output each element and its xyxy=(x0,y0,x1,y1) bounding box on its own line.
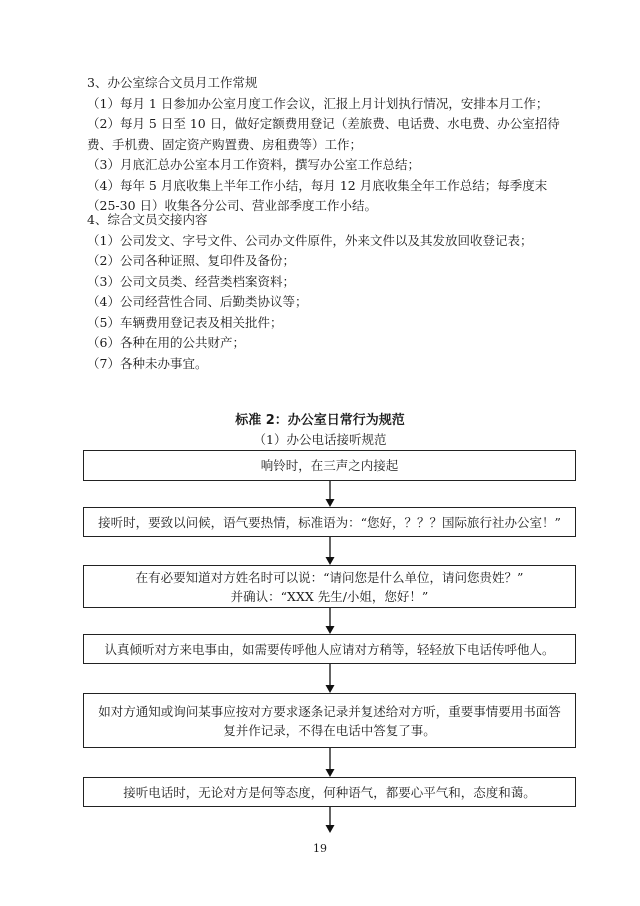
down-arrow-icon xyxy=(322,608,338,634)
down-arrow-icon xyxy=(322,748,338,777)
flow-step-box xyxy=(83,693,576,748)
page-number: 19 xyxy=(313,842,327,855)
flow-step-box xyxy=(83,507,576,537)
flow-step-text: 如对方通知或询问某事应按对方要求逐条记录并复述给对方听，重要事情要用书面答 xyxy=(98,703,561,719)
section-3-line: （3）月底汇总办公室本月工作资料，撰写办公室工作总结； xyxy=(87,157,420,172)
section-3-line: （2）每月 5 日至 10 日，做好定额费用登记（差旅费、电话费、水电费、办公室招待 xyxy=(87,116,560,131)
section-4-line: （7）各种未办事宜。 xyxy=(87,355,208,371)
down-arrow-icon xyxy=(322,537,338,565)
flow-step-box xyxy=(83,565,576,608)
section-3-line: 费、手机费、固定资产购置费、房租费等）工作； xyxy=(87,136,363,152)
flow-step-text: 响铃时，在三声之内接起 xyxy=(260,458,399,473)
section-3-line: （4）每年 5 月底收集上半年工作小结，每月 12 月底收集全年工作总结；每季度末 xyxy=(87,177,548,193)
section-4-line: （5）车辆费用登记表及相关批件； xyxy=(87,314,283,330)
section-3 xyxy=(87,73,587,217)
flowchart-title: 标准 2：办公室日常行为规范 xyxy=(235,413,405,428)
section-4 xyxy=(87,210,587,374)
flow-step-text: 接听电话时，无论对方是何等态度，何种语气，都要心平气和，态度和蔼。 xyxy=(123,784,536,800)
flow-step-text: 在有必要知道对方姓名时可以说：“请问您是什么单位，请问您贵姓？” xyxy=(135,569,524,585)
flow-step-box xyxy=(83,634,576,664)
flow-step-text: 接听时，要致以问候，语气要热情，标准语为：“您好，？？？国际旅行社办公室！” xyxy=(98,514,561,530)
section-3-line: （1）每月 1 日参加办公室月度工作会议，汇报上月计划执行情况，安排本月工作； xyxy=(87,95,549,111)
section-4-line: （3）公司文员类、经营类档案资料； xyxy=(87,273,295,289)
section-4-line: （1）公司发文、字号文件、公司办文件原件，外来文件以及其发放回收登记表； xyxy=(87,232,533,248)
flow-step-text: 认真倾听对方来电事由，如需要传呼他人应请对方稍等，轻轻放下电话传呼他人。 xyxy=(104,641,555,657)
section-4-heading: 4、综合文员交接内容 xyxy=(87,212,208,227)
flowchart-subtitle: （1）办公电话接听规范 xyxy=(253,432,387,447)
flow-step-text: 并确认：“XXX 先生/小姐，您好！” xyxy=(230,588,429,604)
section-4-line: （2）公司各种证照、复印件及备份； xyxy=(87,253,295,268)
section-4-line: （6）各种在用的公共财产； xyxy=(87,335,245,350)
flow-step-box xyxy=(83,777,576,807)
down-arrow-icon xyxy=(322,807,338,833)
down-arrow-icon xyxy=(322,481,338,507)
section-3-line: （25-30 日）收集各分公司、营业部季度工作小结。 xyxy=(87,198,378,213)
section-3-heading: 3、办公室综合文员月工作常规 xyxy=(87,75,258,90)
section-4-line: （4）公司经营性合同、后勤类协议等； xyxy=(87,294,308,309)
flow-step-text: 复并作记录，不得在电话中答复了事。 xyxy=(223,722,436,738)
down-arrow-icon xyxy=(322,664,338,693)
flow-step-box xyxy=(83,450,576,481)
